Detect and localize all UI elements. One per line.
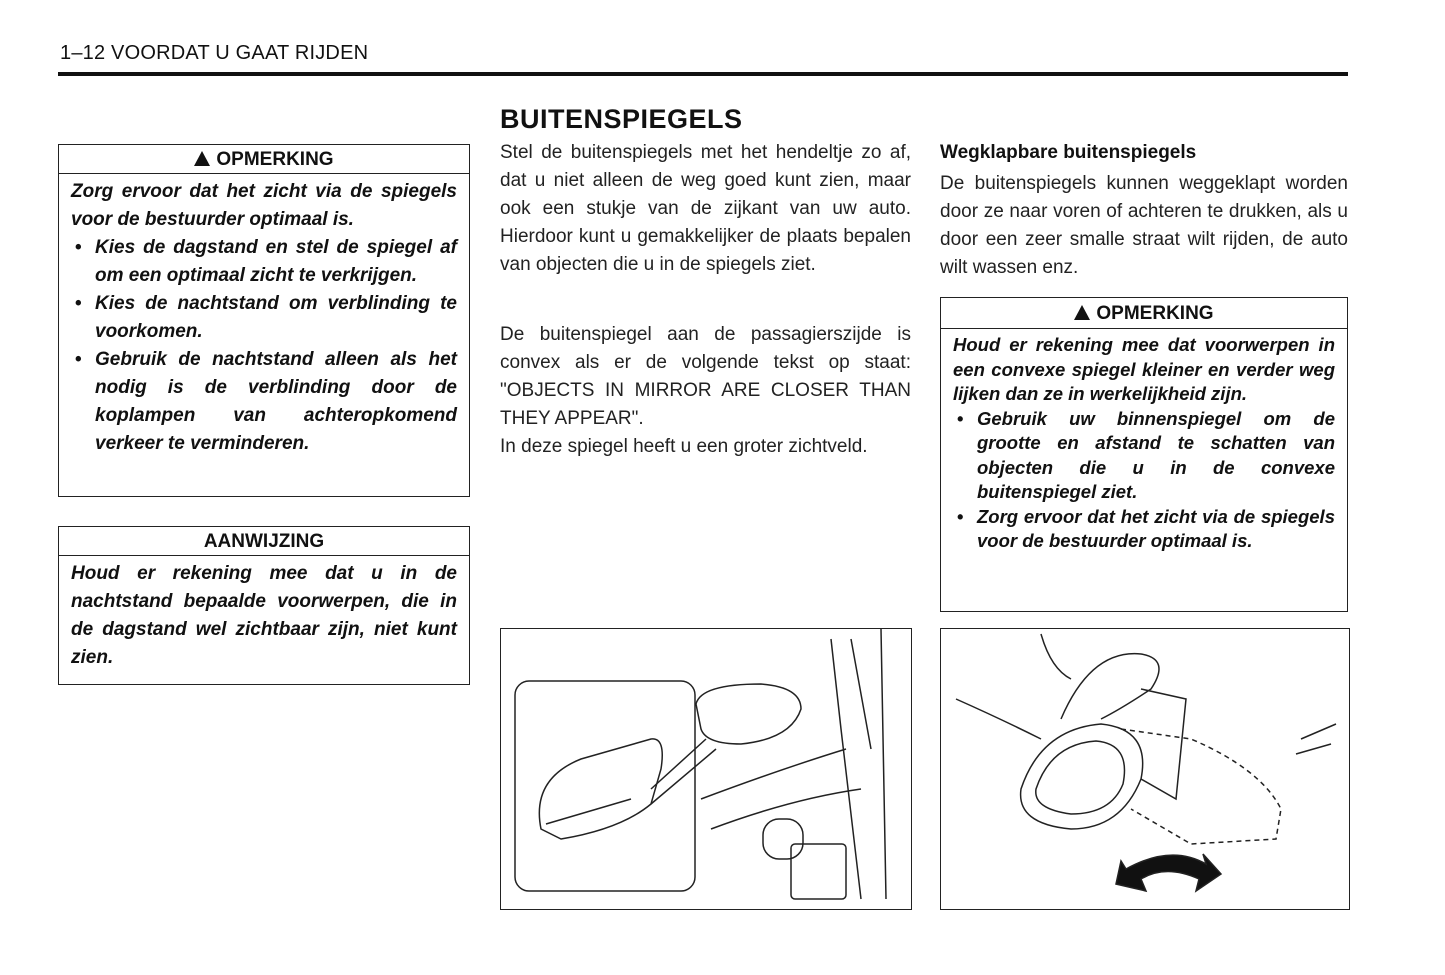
illustration-mirror-adjust: [500, 628, 912, 910]
illustration-folding-mirror: [940, 628, 1350, 910]
notice-box-opmerking: [58, 144, 470, 497]
paragraph: Stel de buitenspiegels met het hendeltje zo af, dat u niet alleen de weg goed kunt zien, maar ook een stukje van de zijkant van uw auto. Hierdoor kunt u gemakkelijker de plaats bepalen van objecten die u in de spiegels ziet.: [500, 142, 911, 275]
notice-bullet: • Kies de dagstand en stel de spiegel af om een optimaal zicht te verkrijgen.: [95, 234, 457, 290]
warning-icon: [1074, 305, 1090, 320]
notice-bullet: • Gebruik uw binnenspiegel om de grootte en afstand te schatten van objecten die u in de convexe buitenspiegel ziet.: [977, 407, 1335, 505]
notice-title: OPMERKING: [1096, 303, 1214, 324]
paragraph: De buitenspiegels kunnen weggeklapt worden door ze naar voren of achteren te drukken, als u door een zeer smalle straat wilt rijden, de auto wilt wassen enz.: [940, 173, 1348, 278]
paragraph: De buitenspiegel aan de passagierszijde is convex als er de volgende tekst op staat: "OBJECTS IN MIRROR ARE CLOSER THAN THEY APPEAR".: [500, 324, 911, 429]
notice-intro: Zorg ervoor dat het zicht via de spiegels voor de bestuurder optimaal is.: [71, 181, 457, 230]
notice-title: AANWIJZING: [59, 527, 469, 556]
subheading: Wegklapbare buitenspiegels: [940, 142, 1197, 163]
notice-box-aanwijzing: [58, 526, 470, 685]
notice-box-opmerking-right: [940, 297, 1348, 612]
notice-bullet: • Gebruik de nachtstand alleen als het nodig is de verblinding door de koplampen van achteropkomend verkeer te verminderen.: [95, 346, 457, 458]
notice-bullet: • Zorg ervoor dat het zicht via de spiegels voor de bestuurder optimaal is.: [977, 505, 1335, 554]
notice-bullet: • Kies de nachtstand om verblinding te voorkomen.: [95, 290, 457, 346]
notice-intro: Houd er rekening mee dat voorwerpen in een convexe spiegel kleiner en verder weg lijken dan ze in werkelijkheid zijn.: [953, 334, 1335, 404]
header-rule: [58, 72, 1348, 76]
warning-icon: [194, 151, 210, 166]
page-header: 1–12 VOORDAT U GAAT RIJDEN: [60, 42, 369, 64]
notice-title: OPMERKING: [216, 149, 334, 170]
notice-text: Houd er rekening mee dat u in de nachtstand bepaalde voorwerpen, die in de dagstand wel zichtbaar zijn, niet kunt zien.: [71, 563, 457, 668]
section-heading: BUITENSPIEGELS: [500, 104, 743, 134]
paragraph: In deze spiegel heeft u een groter zichtveld.: [500, 436, 868, 457]
